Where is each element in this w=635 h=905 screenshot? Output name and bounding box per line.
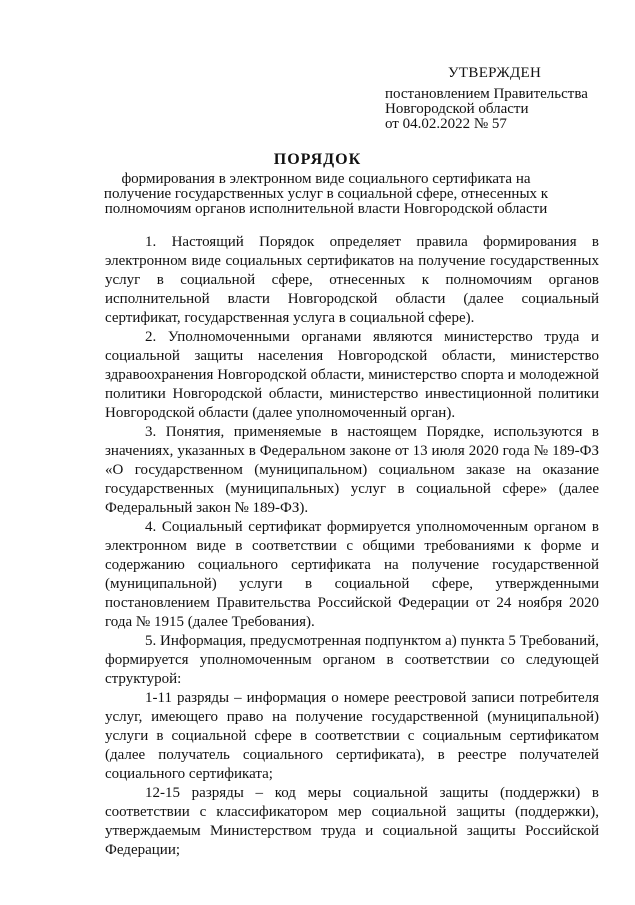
paragraph-2: 2. Уполномоченными органами являются министерство труда и социальной защиты населения Новгородской области, министерство здравоохранения Новгородской области, министерство спорта и молодежной политики Новгородской области, министерство инвестиционной политики Новгородской области (далее уполномоченный орган). bbox=[105, 329, 599, 421]
approval-heading: УТВЕРЖДЕН bbox=[448, 65, 542, 81]
approval-line-1: постановлением Правительства bbox=[385, 86, 588, 102]
paragraph-3: 3. Понятия, применяемые в настоящем Порядке, используются в значениях, указанных в Федеральном законе от 13 июля 2020 года № 189-ФЗ «О государственном (муниципальном) социальном заказе на оказание государственных (муниципальных) услуг в социальной сфере» (далее Федеральный закон № 189-ФЗ). bbox=[105, 424, 599, 516]
paragraph-5: 5. Информация, предусмотренная подпунктом а) пункта 5 Требований, формируется уполномоченным органом в соответствии со следующей структурой: bbox=[105, 633, 599, 687]
approval-line-2: Новгородской области bbox=[385, 101, 529, 117]
paragraph-7: 12-15 разряды – код меры социальной защиты (поддержки) в соответствии с классификатором мер социальной защиты (поддержки), утверждаемым Министерством труда и социальной защиты Российской Федерации; bbox=[105, 785, 599, 858]
paragraph-1: 1. Настоящий Порядок определяет правила формирования в электронном виде социальных сертификатов на получение государственных услуг в социальной сфере, отнесенных к полномочиям органов исполнительной власти Новгородской области (далее социальный сертификат, государственная услуга в социальной сфере). bbox=[105, 234, 599, 326]
document-title: ПОРЯДОК bbox=[273, 151, 362, 168]
approval-stamp bbox=[385, 66, 588, 132]
document-subtitle: формирования в электронном виде социального сертификата на получение государственных услуг в социальной сфере, отнесенных к полномочиям органов исполнительной власти Новгородской области bbox=[103, 171, 549, 217]
approval-line-3: от 04.02.2022 № 57 bbox=[385, 116, 507, 132]
document-body bbox=[105, 233, 599, 860]
paragraph-4: 4. Социальный сертификат формируется уполномоченным органом в электронном виде в соответствии с общими требованиями к форме и содержанию социального сертификата на получение государственной (муниципальной) услуги в социальной сфере, утвержденными постановлением Правительства Российской Федерации от 24 ноября 2020 года № 1915 (далее Требования). bbox=[105, 519, 599, 630]
paragraph-6: 1-11 разряды – информация о номере реестровой записи потребителя услуг, имеющего право на получение государственной (муниципальной) услуги в социальной сфере в соответствии с социальным сертификатом (далее получатель социального сертификата), в реестре получателей социального сертификата; bbox=[105, 690, 599, 782]
